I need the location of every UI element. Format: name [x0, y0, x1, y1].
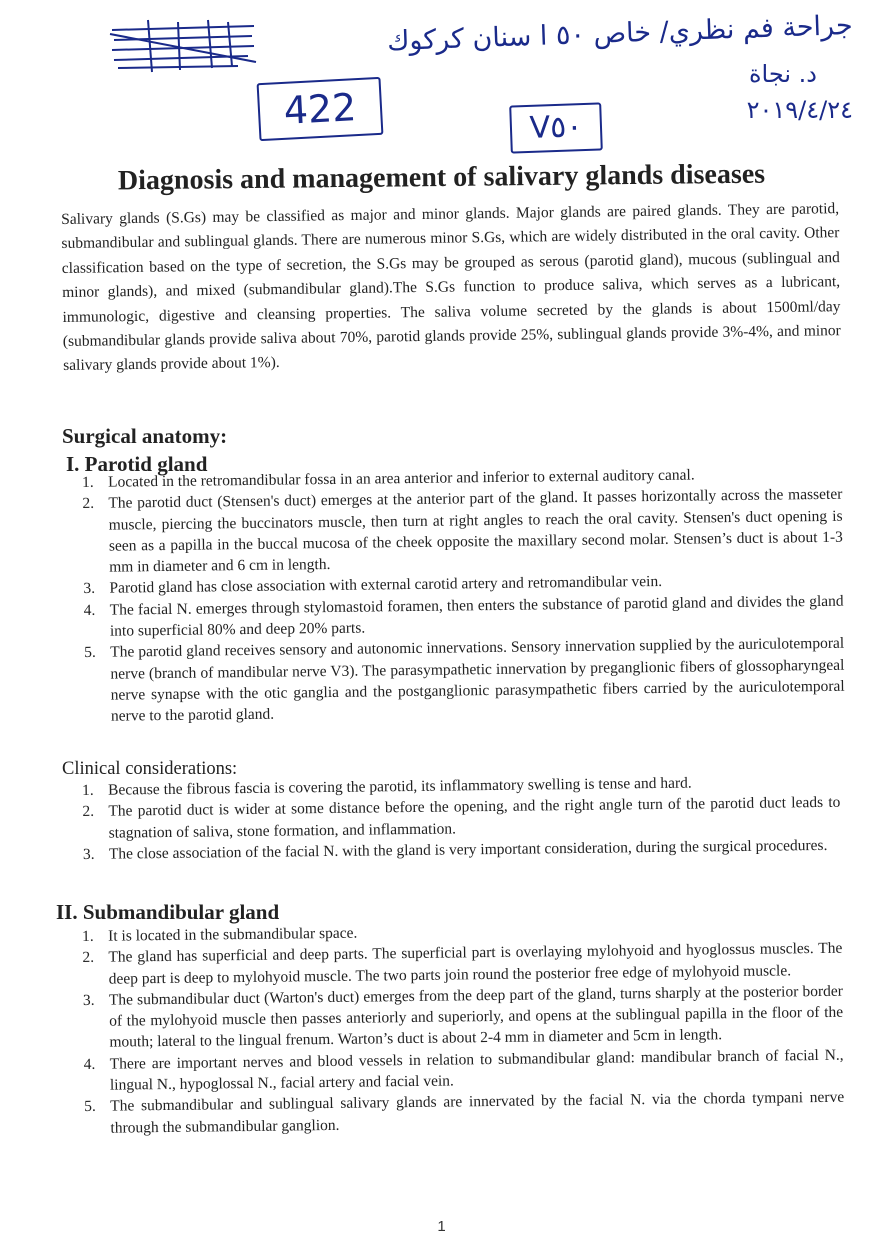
- list-item: 1. It is located in the submandibular space.: [82, 924, 358, 945]
- subsection-heading-submandibular: II. Submandibular gland: [56, 900, 280, 924]
- clinical-list: [82, 771, 841, 865]
- list-item: 4. The facial N. emerges through stylomastoid foramen, then enters the substance of parotid gland and divides the gland into superficial 80% and deep 20% parts.: [83, 592, 844, 640]
- handwritten-number-box: 422: [257, 77, 384, 141]
- list-item: 2. The parotid duct is wider at some distance before the opening, and the right angle turn of the parotid duct leads to stagnation of saliva, stone formation, and inflammation.: [82, 794, 841, 842]
- page-number: 1: [437, 1218, 446, 1235]
- handwritten-code-box: V٥٠: [509, 102, 603, 153]
- list-item: 5. The submandibular and sublingual salivary glands are innervated by the facial N. via the chorda tympani nerve through the submandibular ganglion.: [84, 1089, 845, 1137]
- list-item: 1. Because the fibrous fascia is covering the parotid, its inflammatory swelling is tense and hard.: [82, 774, 692, 799]
- list-item: 3. The submandibular duct (Warton's duct) emerges from the deep part of the gland, turns sharply at the posterior border of the mylohyoid muscle then passes anteriorly and superiorly, and opens at the sublingual papilla in the floor of the mouth; lateral to the lingual frenum. Warton’s duct is about 2-4 mm in diameter and 5cm in length.: [82, 982, 844, 1052]
- crossed-out-scribble: [108, 16, 258, 74]
- list-item: 2. The parotid duct (Stensen's duct) emerges at the anterior part of the gland. It passes horizontally across the masseter muscle, piercing the buccinators muscle, then turn at right angles to reach the oral cavity. Stensen's duct opening is seen as a papilla in the buccal mucosa of the cheek opposite the maxillary second molar. Stensen’s duct is about 1-3 mm in diameter and 6 cm in length.: [82, 486, 843, 576]
- parotid-list: [82, 463, 845, 728]
- section-heading-surgical-anatomy: Surgical anatomy:: [62, 424, 228, 448]
- handwritten-arabic-lecturer: د. نجاة: [748, 60, 817, 88]
- intro-paragraph: Salivary glands (S.Gs) may be classified as major and minor glands. Major glands are paired glands. They are parotid, submandibular and sublingual glands. There are numerous minor S.Gs, which are widely distributed in the oral cavity. Other classification based on the type of secretion, the S.Gs may be grouped as serous (parotid gland), mucous (sublingual and minor glands), and mixed (submandibular gland).The S.Gs function to produce saliva, which serves as a lubricant, immunologic, digestive and cleansing properties. The saliva volume secreted by the glands is about 1500ml/day (submandibular glands provide saliva about 70%, parotid glands provide 25%, sublingual glands provide 3%-4%, and minor salivary glands provide about 1%).: [61, 200, 841, 375]
- subsection-heading-parotid: I. Parotid gland: [66, 452, 208, 476]
- list-item: 3. Parotid gland has close association with external carotid artery and retromandibular vein.: [83, 573, 663, 598]
- list-item: 2. The gland has superficial and deep parts. The superficial part is overlaying mylohyoid and hyoglossus muscles. The deep part is deep to mylohyoid muscle. The two parts join round the posterior free edge of mylohyoid muscle.: [82, 940, 843, 988]
- list-item: 4. There are important nerves and blood vessels in relation to submandibular gland: mandibular branch of facial N., lingual N., hypoglossal N., facial artery and facial vein.: [83, 1046, 844, 1094]
- handwritten-arabic-date: ٢٠١٩/٤/٢٤: [746, 96, 853, 124]
- list-item: 1. Located in the retromandibular fossa in an area anterior and inferior to external auditory canal.: [82, 466, 695, 491]
- handwritten-arabic-course: جراحة فم نظري/ خاص ٥٠ ا سنان كركوك: [386, 9, 854, 58]
- document-title: Diagnosis and management of salivary glands diseases: [117, 158, 766, 197]
- clinical-considerations-heading: Clinical considerations:: [62, 759, 238, 779]
- list-item: 5. The parotid gland receives sensory and autonomic innervations. Sensory innervation supplied by the auriculotemporal nerve (branch of mandibular nerve V3). The parasympathetic innervation by preganglionic fibers of glossopharyngeal nerve synapse with the otic ganglia and the postganglionic parasympathetic fibers carried by the auriculotemporal nerve to the parotid gland.: [84, 635, 845, 725]
- submandibular-list: [82, 917, 845, 1139]
- list-item: 3. The close association of the facial N. with the gland is very important consideration, during the surgical procedures.: [82, 836, 828, 863]
